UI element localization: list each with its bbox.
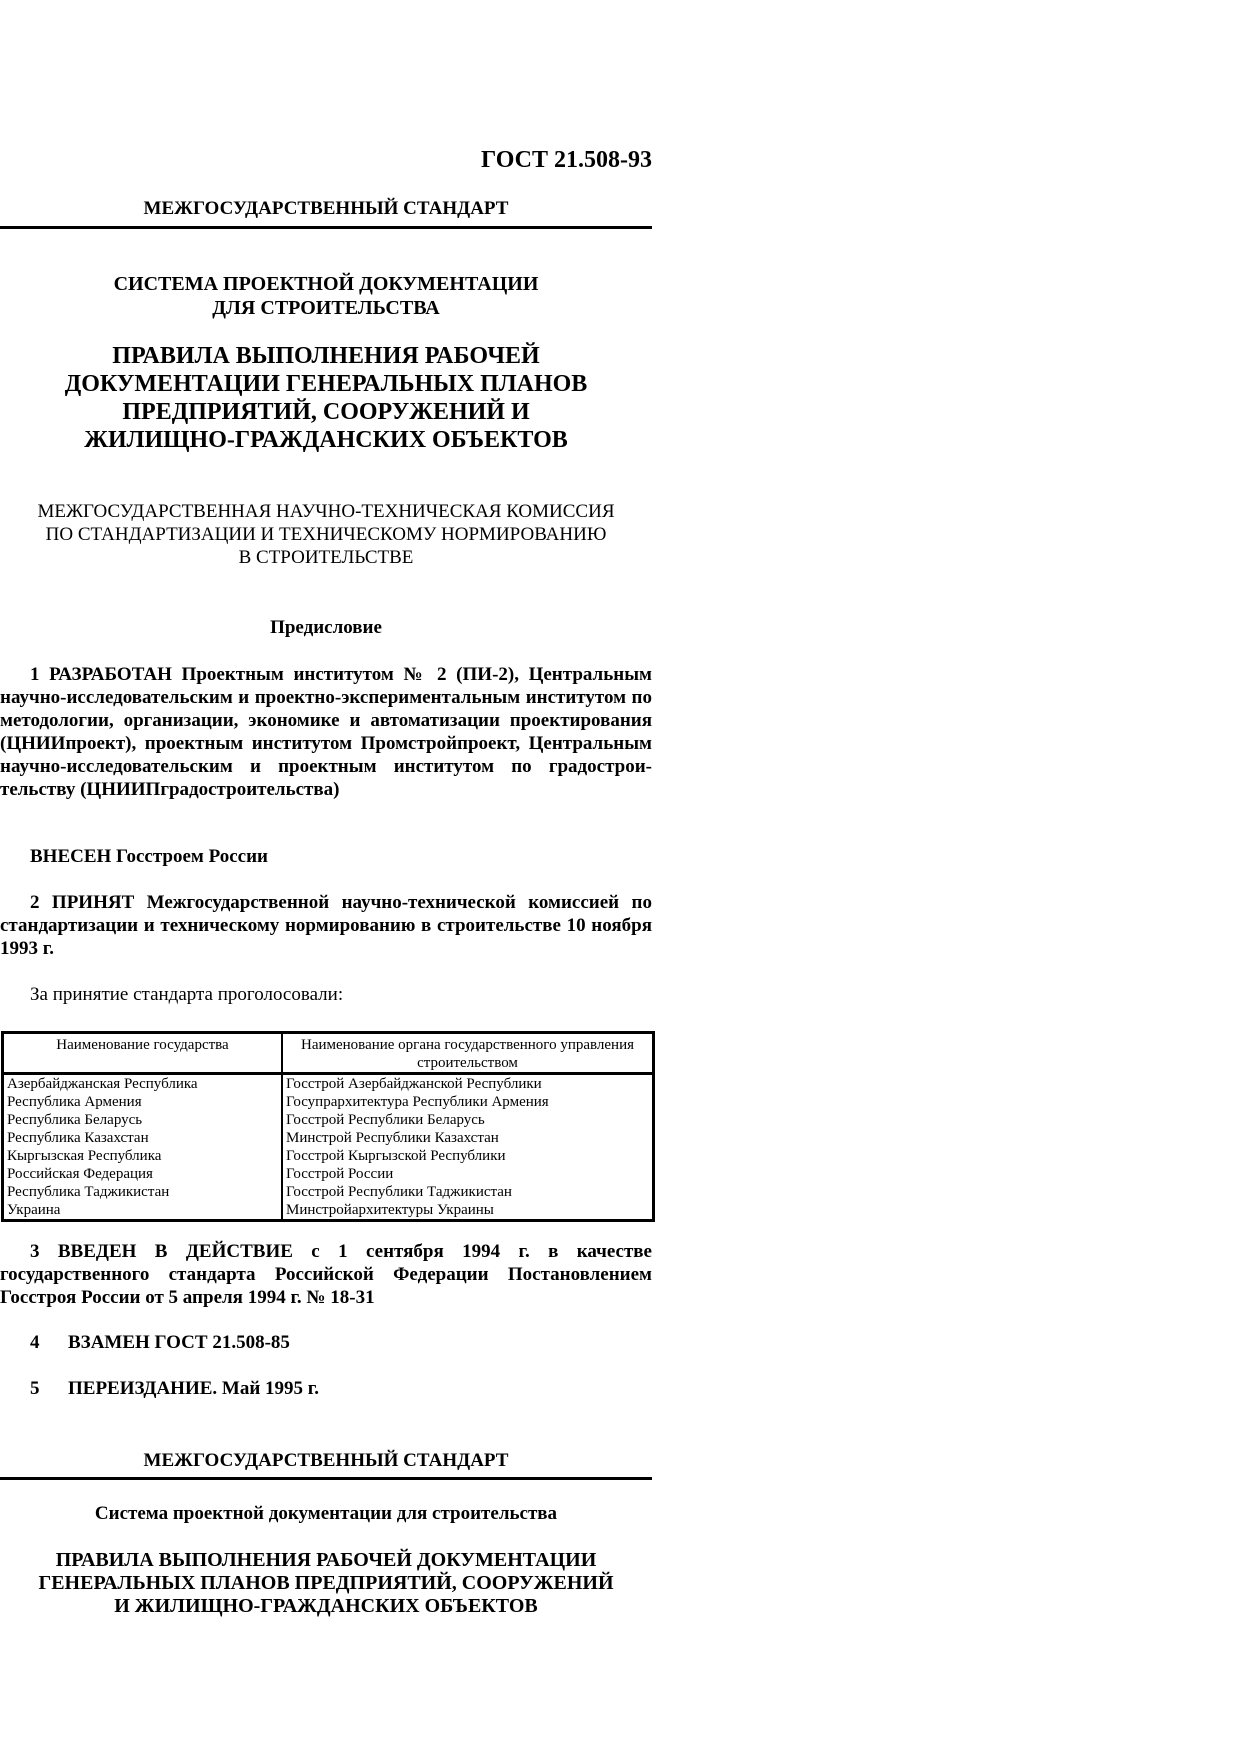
state-cell: Республика Таджикистан <box>3 1183 283 1201</box>
preface-item-4 <box>30 1332 290 1354</box>
item-number: 4 <box>30 1332 40 1353</box>
document-title-line: ПРАВИЛА ВЫПОЛНЕНИЯ РАБОЧЕЙ <box>112 343 540 369</box>
body-cell: Госстрой Азербайджанской Республики <box>286 1076 542 1092</box>
state-cell: Республика Беларусь <box>3 1111 283 1129</box>
body-cell: Госупрархитектура Республики Армения <box>286 1094 549 1110</box>
interstate-standard-heading-2: МЕЖГОСУДАРСТВЕННЫЙ СТАНДАРТ <box>0 1450 652 1480</box>
commission-name <box>0 500 652 569</box>
state-cell: Республика Казахстан <box>3 1129 283 1147</box>
state-cell: Республика Армения <box>3 1093 283 1111</box>
body-cell: Госстрой Республики Таджикистан <box>286 1184 512 1200</box>
item-number: 5 <box>30 1378 40 1399</box>
system-subtitle: Система проектной документации для строительства <box>94 1503 558 1524</box>
introduced-by: ВНЕСЕН Госстроем России <box>30 846 268 867</box>
document-title-line: И ЖИЛИЩНО-ГРАЖДАНСКИХ ОБЪЕКТОВ <box>114 1595 538 1617</box>
document-title-line: ДОКУМЕНТАЦИИ ГЕНЕРАЛЬНЫХ ПЛАНОВ <box>64 371 588 397</box>
body-cell: Госстрой Кыргызской Республики <box>286 1148 506 1164</box>
preface-item-2: 2 ПРИНЯТ Межгосударственной научно-технической комиссией по стандартизации и техническому нормированию в строительстве 10 ноября 1993 г. <box>0 892 652 959</box>
table-row <box>3 1147 654 1165</box>
table-row <box>3 1074 654 1094</box>
table-header-row <box>3 1033 654 1074</box>
system-title-line: СИСТЕМА ПРОЕКТНОЙ ДОКУМЕНТАЦИИ <box>113 273 539 295</box>
preface-item-1: 1 РАЗРАБОТАН Проектным институтом № 2 (ПИ-2), Центральным научно-исследовательским и проектно-экспериментальным институтом по методологии, организации, экономике и автоматизации проектирования (ЦНИИпроект), проектным институтом Промстройпроект, Центральным научно-исследовательским и проектным институтом по градострои-тельству (ЦНИИПградостроительства) <box>0 664 652 800</box>
item-text: ВЗАМЕН ГОСТ 21.508-85 <box>68 1332 290 1353</box>
body-cell: Госстрой Республики Беларусь <box>286 1112 485 1128</box>
body-cell: Минстрой Республики Казахстан <box>286 1130 499 1146</box>
state-cell: Азербайджанская Республика <box>3 1074 283 1094</box>
body-cell: Госстрой России <box>286 1166 394 1182</box>
document-title-line: ПРЕДПРИЯТИЙ, СООРУЖЕНИЙ И <box>122 399 530 425</box>
table-header-body: Наименование органа государственного управления строительством <box>282 1033 654 1074</box>
table-row <box>3 1111 654 1129</box>
state-cell: Российская Федерация <box>3 1165 283 1183</box>
item-text: ПЕРЕИЗДАНИЕ. Май 1995 г. <box>68 1378 320 1399</box>
preface-item-5 <box>30 1378 319 1400</box>
system-title-line: ДЛЯ СТРОИТЕЛЬСТВА <box>212 297 440 319</box>
document-title <box>0 342 652 454</box>
system-title <box>0 272 652 320</box>
state-cell: Украина <box>3 1201 283 1221</box>
document-title-line: ПРАВИЛА ВЫПОЛНЕНИЯ РАБОЧЕЙ ДОКУМЕНТАЦИИ <box>55 1549 597 1571</box>
voting-table <box>1 1031 655 1222</box>
table-header-state: Наименование государства <box>3 1033 283 1074</box>
commission-line: В СТРОИТЕЛЬСТВЕ <box>238 547 414 568</box>
document-title-2 <box>0 1549 652 1618</box>
commission-line: ПО СТАНДАРТИЗАЦИИ И ТЕХНИЧЕСКОМУ НОРМИРОВАНИЮ <box>45 524 607 545</box>
table-row <box>3 1183 654 1201</box>
interstate-standard-heading: МЕЖГОСУДАРСТВЕННЫЙ СТАНДАРТ <box>0 198 652 229</box>
document-title-line: ЖИЛИЩНО-ГРАЖДАНСКИХ ОБЪЕКТОВ <box>84 427 568 453</box>
state-cell: Кыргызская Республика <box>3 1147 283 1165</box>
table-row <box>3 1165 654 1183</box>
table-row <box>3 1093 654 1111</box>
document-title-line: ГЕНЕРАЛЬНЫХ ПЛАНОВ ПРЕДПРИЯТИЙ, СООРУЖЕНИЙ <box>38 1572 614 1594</box>
body-cell: Минстройархитектуры Украины <box>286 1202 494 1218</box>
commission-line: МЕЖГОСУДАРСТВЕННАЯ НАУЧНО-ТЕХНИЧЕСКАЯ КОМИССИЯ <box>37 501 615 522</box>
gost-number: ГОСТ 21.508-93 <box>481 147 652 173</box>
preface-item-3: 3 ВВЕДЕН В ДЕЙСТВИЕ с 1 сентября 1994 г. в качестве государственного стандарта Российской Федерации Постановлением Госстроя России от 5 апреля 1994 г. № 18-31 <box>0 1241 652 1308</box>
table-row <box>3 1201 654 1221</box>
voted-intro: За принятие стандарта проголосовали: <box>30 984 344 1005</box>
preface-heading: Предисловие <box>270 617 382 638</box>
table-row <box>3 1129 654 1147</box>
